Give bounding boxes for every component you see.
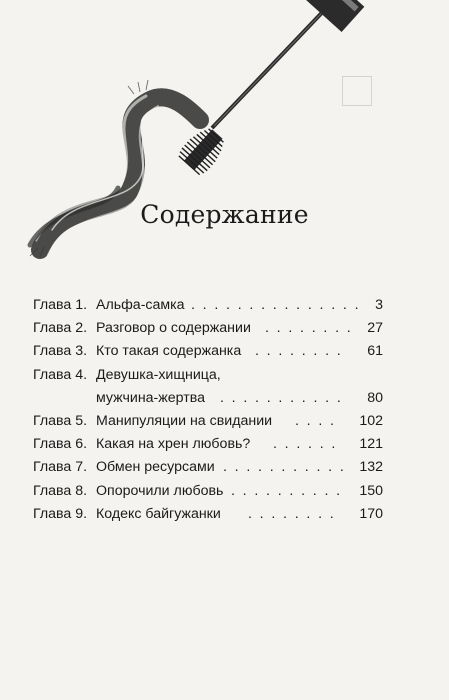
page-number: 3 (375, 297, 383, 313)
page-number: 80 (367, 389, 383, 406)
leader-dots: . . . . . . . . . . (231, 482, 342, 499)
chapter-title: Опорочили любовь (96, 482, 224, 499)
toc-entry (33, 480, 383, 503)
page-number: 102 (359, 412, 383, 429)
toc-entry (33, 410, 383, 433)
leader-dots: . . . . . . . . (265, 320, 353, 337)
chapter-title: Разговор о содержании (96, 320, 251, 337)
chapter-title: Какая на хрен любовь? (96, 436, 251, 453)
chapter-title: Манипуляции на свидании (96, 412, 273, 429)
chapter-number: Глава 9. (33, 505, 88, 522)
chapter-number: Глава 5. (33, 412, 88, 429)
page-title: Содержание (140, 200, 309, 229)
chapter-number: Глава 8. (33, 482, 88, 499)
leader-dots: . . . . . . . . (255, 343, 343, 360)
chapter-title: Альфа-самка (96, 297, 185, 313)
leader-dots: . . . . . . . . . . . . . . . (191, 297, 361, 313)
toc-entry (33, 317, 383, 340)
leader-dots: . . . . . . . . . . . (220, 389, 343, 406)
toc-entry (33, 364, 383, 387)
page-number: 121 (359, 436, 383, 453)
chapter-number: Глава 2. (33, 320, 88, 337)
leader-dots: . . . . . . (273, 436, 338, 453)
toc-entry (33, 340, 383, 363)
page-number: 27 (367, 320, 383, 337)
chapter-title: Обмен ресурсами (96, 459, 215, 476)
mascara-swoosh (30, 96, 200, 255)
chapter-number: Глава 6. (33, 436, 88, 453)
toc-entry (33, 294, 383, 317)
toc-entry-continuation (33, 387, 383, 410)
toc-entry (33, 456, 383, 479)
chapter-title: Кто такая содержанка (96, 343, 242, 360)
chapter-number: Глава 4. (33, 366, 88, 383)
chapter-title: Девушка-хищница, (96, 366, 221, 383)
leader-dots: . . . . (295, 412, 336, 429)
toc-entry (33, 433, 383, 456)
chapter-title: Кодекс байгужанки (96, 505, 221, 522)
table-of-contents (33, 294, 383, 526)
age-rating-outline (342, 76, 372, 106)
page-number: 132 (359, 459, 383, 476)
page-number: 61 (367, 343, 383, 360)
mascara-bristles (177, 123, 230, 177)
chapter-number: Глава 3. (33, 343, 88, 360)
leader-dots: . . . . . . . . (248, 505, 336, 522)
page-number: 170 (359, 505, 383, 522)
chapter-number: Глава 1. (33, 297, 88, 313)
page-number: 150 (359, 482, 383, 499)
chapter-number: Глава 7. (33, 459, 88, 476)
toc-entry (33, 503, 383, 526)
chapter-title: мужчина-жертва (96, 389, 205, 406)
leader-dots: . . . . . . . . . . . (223, 459, 346, 476)
